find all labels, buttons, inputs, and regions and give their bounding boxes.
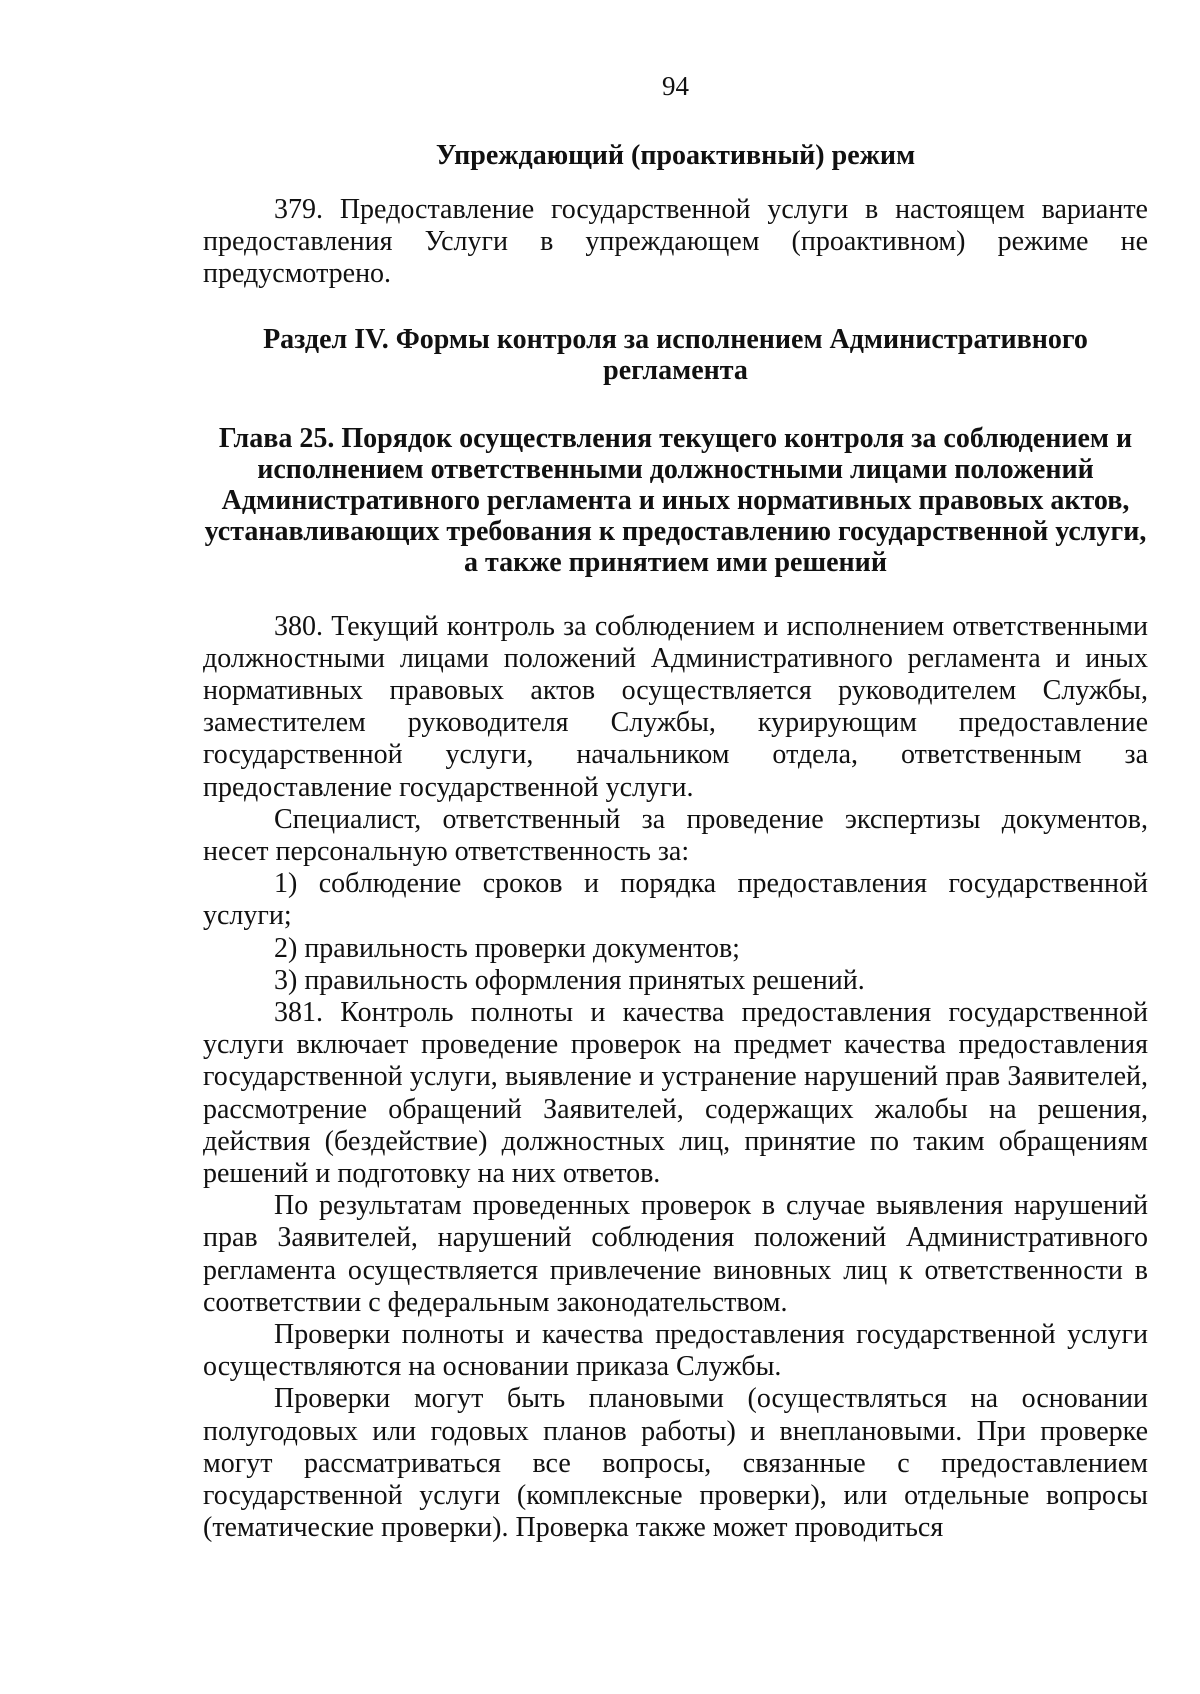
paragraph-inspection-types: Проверки могут быть плановыми (осуществляться на основании полугодовых или годовых планов работы) и внеплановыми. При проверке могут рассматриваться все вопросы, связанные с предоставлением государственной услуги (комплексные проверки), или отдельные вопросы (тематические проверки). Проверка также может проводиться (203, 1383, 1148, 1544)
paragraph-380: 380. Текущий контроль за соблюдением и исполнением ответственными должностными лицами положений Административного регламента и иных нормативных правовых актов осуществляется руководителем Службы, заместителем руководителя Службы, курирующим предоставление государственной услуги, начальником отдела, ответственным за предоставление государственной услуги. (203, 610, 1148, 803)
list-item-2: 2) правильность проверки документов; (274, 932, 740, 964)
paragraph-violations: По результатам проведенных проверок в случае выявления нарушений прав Заявителей, нарушений соблюдения положений Административного регламента осуществляется привлечение виновных лиц к ответственности в соответствии с федеральным законодательством. (203, 1190, 1148, 1318)
heading-proactive-mode: Упреждающий (проактивный) режим (435, 140, 916, 171)
paragraph-specialist: Специалист, ответственный за проведение экспертизы документов, несет персональную ответственность за: (203, 803, 1148, 868)
list-item-1: 1) соблюдение сроков и порядка предоставления государственной услуги; (203, 868, 1148, 932)
paragraph-order-basis: Проверки полноты и качества предоставления государственной услуги осуществляются на основании приказа Службы. (203, 1319, 1148, 1383)
heading-chapter-25: Глава 25. Порядок осуществления текущего контроля за соблюдением и исполнением ответственными должностными лицами положений Административного регламента и иных нормативных правовых актов, устанавливающих требования к предоставлению государственной услуги, а также принятием ими решений (204, 422, 1147, 578)
heading-section-iv: Раздел IV. Формы контроля за исполнением Административного регламента (263, 323, 1088, 386)
paragraph-379: 379. Предоставление государственной услуги в настоящем варианте предоставления Услуги в упреждающем (проактивном) режиме не предусмотрено. (203, 194, 1148, 290)
paragraph-381: 381. Контроль полноты и качества предоставления государственной услуги включает проведение проверок на предмет качества предоставления государственной услуги, выявление и устранение нарушений прав Заявителей, рассмотрение обращений Заявителей, содержащих жалобы на решения, действия (бездействие) должностных лиц, принятие по таким обращениям решений и подготовку на них ответов. (203, 997, 1148, 1190)
document-page (203, 70, 1148, 1545)
list-item-3: 3) правильность оформления принятых решений. (274, 964, 865, 996)
page-number: 94 (662, 71, 689, 101)
